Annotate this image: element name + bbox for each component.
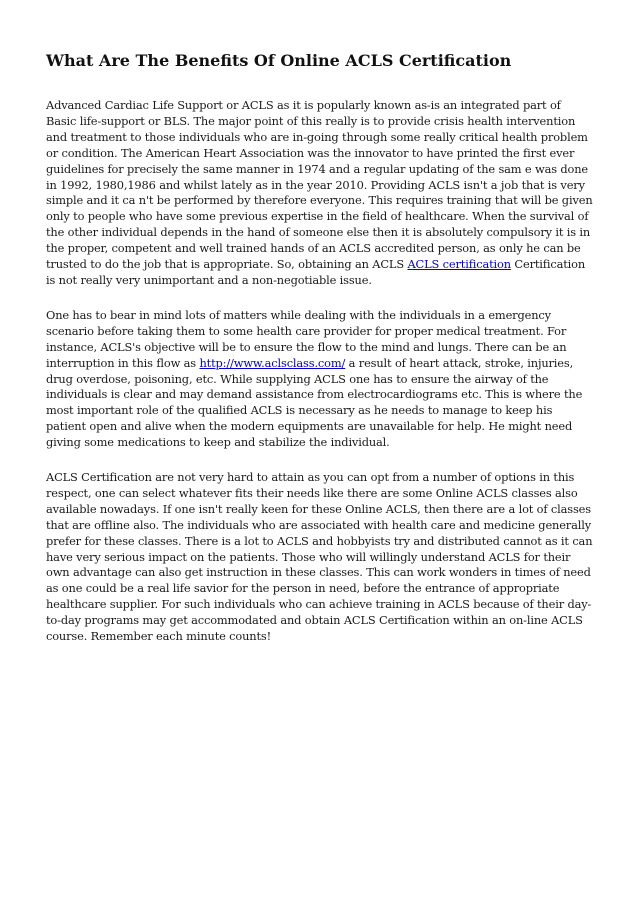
acls-certification-link[interactable]: ACLS certification: [407, 257, 511, 272]
paragraph-3: ACLS Certification are not very hard to attain as you can opt from a number of options in this respect, one can select whatever fits their needs like there are some Online ACLS classes also available nowadays. If one isn't really keen for these Online ACLS, then there are a lot of classes that are offline also. The individuals who are associated with health care and medicine generally prefer for these classes. There is a lot to ACLS and hobbyists try and distributed cannot as it can have very serious impact on the patients. Those who will willingly understand ACLS for their own advantage can also get instruction in these classes. This can work wonders in times of need as one could be a real life savior for the person in need, before the entrance of appropriate healthcare supplier. For such individuals who can achieve training in ACLS because of their day-to-day programs may get accommodated and obtain ACLS Certification within an on-line ACLS course. Remember each minute counts!: [46, 470, 593, 644]
paragraph-2-text-after: a result of heart attack, stroke, injuries, drug overdose, poisoning, etc. While supplying ACLS one has to ensure the airway of the individuals is clear and may demand assistance from electrocardiograms etc. This is where the most important role of the qualified ACLS is necessary as he needs to manage to keep his patient open and alive when the modern equipments are unavailable for help. He might need giving some medications to keep and stabilize the individual.: [46, 355, 583, 450]
document-page: [46, 50, 594, 664]
paragraph-1: [46, 98, 594, 289]
paragraph-1-text-before: Advanced Cardiac Life Support or ACLS as it is popularly known as-is an integrated part of Basic life-support or BLS. The major point of this really is to provide crisis health intervention and treatment to those individuals who are in-going through some really critical health problem or condition. The American Heart Association was the innovator to have printed the first ever guidelines for precisely the same manner in 1974 and a regular updating of the sam e was done in 1992, 1980,1986 and whilst lately as in the year 2010. Providing ACLS isn't a job that is very simple and it ca n't be performed by therefore everyone. This requires training that will be given only to people who have some previous expertise in the field of healthcare. When the survival of the other individual depends in the hand of someone else then it is absolutely compulsory it is in the proper, competent and well trained hands of an ACLS accredited person, as only he can be trusted to do the job that is appropriate. So, obtaining an ACLS: [46, 98, 593, 272]
paragraph-1-text-after: Certification is not really very unimportant and a non-negotiable issue.: [46, 257, 586, 287]
page-title: What Are The Benefits Of Online ACLS Certification: [46, 51, 512, 70]
paragraph-2: [46, 308, 594, 451]
aclsclass-url-link[interactable]: http://www.aclsclass.com/: [199, 355, 346, 370]
paragraph-2-text-before: One has to bear in mind lots of matters while dealing with the individuals in a emergency scenario before taking them to some health care provider for proper medical treatment. For instance, ACLS's objective will be to ensure the flow to the mind and lungs. There can be an interruption in this flow as: [46, 307, 567, 370]
